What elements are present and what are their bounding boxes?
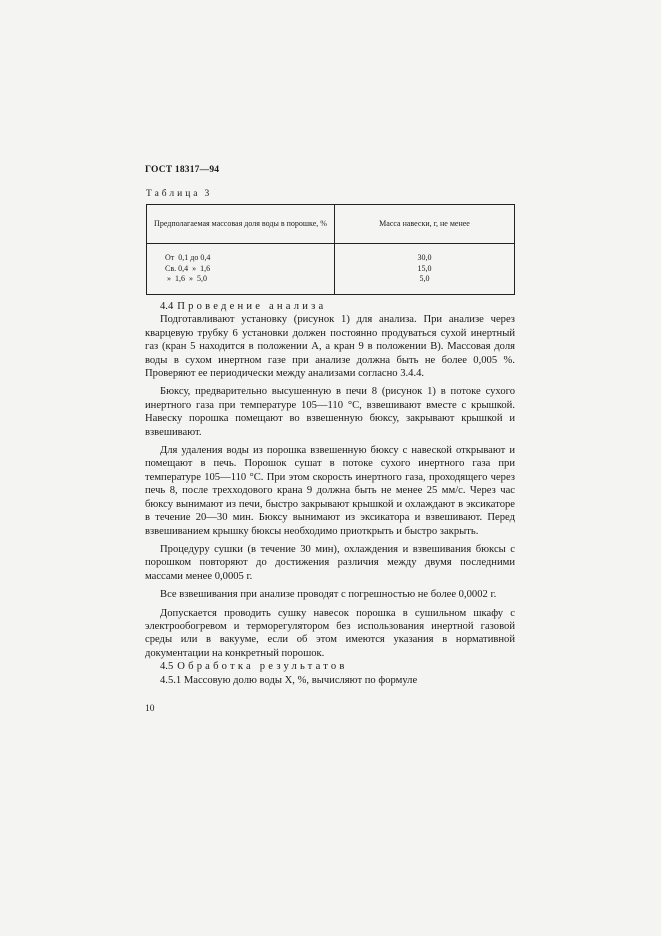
table-caption-number: 3 xyxy=(204,189,210,199)
table-row xyxy=(147,244,515,295)
paragraph: Подготавливают установку (рисунок 1) для анализа. При анализе через кварцевую трубку 6 установки должен постоянно продуваться сухой инертный газ (кран 5 находится в положении А, а кран 9 в положении В). Массовая доля воды в сухом инертном газе при анализе должна быть не более 0,005 %. Проверяют ее периодически между анализами согласно 3.4.4. xyxy=(145,314,515,380)
document-code: ГОСТ 18317—94 xyxy=(145,165,220,175)
mass-value: 30,0 xyxy=(417,253,432,262)
section-number: 4.5 xyxy=(160,661,174,673)
table-caption-word: Таблица xyxy=(146,189,201,199)
mass-value: 15,0 xyxy=(417,263,432,273)
range-value: » 1,6 » 5,0 xyxy=(165,274,207,283)
paragraph-4-5-1: 4.5.1 Массовую долю воды X, %, вычисляют по формуле xyxy=(160,674,418,686)
range-value: От 0,1 до 0,4 xyxy=(165,253,211,262)
body-text xyxy=(145,300,515,687)
paragraph: Допускается проводить сушку навесок порошка в сушильном шкафу с электрообогревом и терморегулятором без использования инертной газовой среды или в вакууме, если об этом имеются указания в нормативной документации на конкретный порошок. xyxy=(145,607,515,659)
page-number: 10 xyxy=(145,704,155,714)
water-fraction-table xyxy=(146,204,515,295)
mass-value: 5,0 xyxy=(419,274,430,283)
section-number: 4.4 xyxy=(160,301,174,312)
paragraph: Все взвешивания при анализе проводят с погрешностью не более 0,0002 г. xyxy=(160,589,497,601)
table-header-water-fraction: Предполагаемая массовая доля воды в порошке, % xyxy=(147,205,335,244)
section-title: Проведение анализа xyxy=(177,301,327,312)
table-cell-masses xyxy=(335,244,515,295)
range-value: Св. 0,4 » 1,6 xyxy=(165,263,211,273)
paragraph: Для удаления воды из порошка взвешенную бюксу с навеской открывают и помещают в печь. Порошок сушат в потоке сухого инертного газа при температуре 105—110 °С. При этом скорость инертного газа, проходящего через печь 8, после трехходового крана 9 должна быть не менее 25 мм/с. Через час бюксу вынимают из печи, быстро закрывают крышкой и охлаждают в эксикаторе в течение 20—30 мин. Бюксу вынимают из эксикатора и взвешивают. Перед взвешиванием крышку бюксы необходимо приоткрыть и быстро закрыть. xyxy=(145,445,515,537)
paragraph: Процедуру сушки (в течение 30 мин), охлаждения и взвешивания бюксы с порошком повторяют до достижения различия между двумя последними массами менее 0,0005 г. xyxy=(145,543,515,582)
table-cell-ranges xyxy=(147,244,335,295)
section-heading-4-5 xyxy=(145,660,515,673)
section-title: Обработка результатов xyxy=(177,661,348,673)
paragraph: Бюксу, предварительно высушенную в печи 8 (рисунок 1) в потоке сухого инертного газа при температуре 105—110 °С, взвешивают вместе с крышкой. Навеску порошка помещают во взвешенную бюксу, закрывают крышкой и взвешивают. xyxy=(145,386,515,438)
table-caption xyxy=(146,189,209,199)
section-heading-4-4 xyxy=(145,300,515,313)
table-header-sample-mass: Масса навески, г, не менее xyxy=(335,205,515,244)
